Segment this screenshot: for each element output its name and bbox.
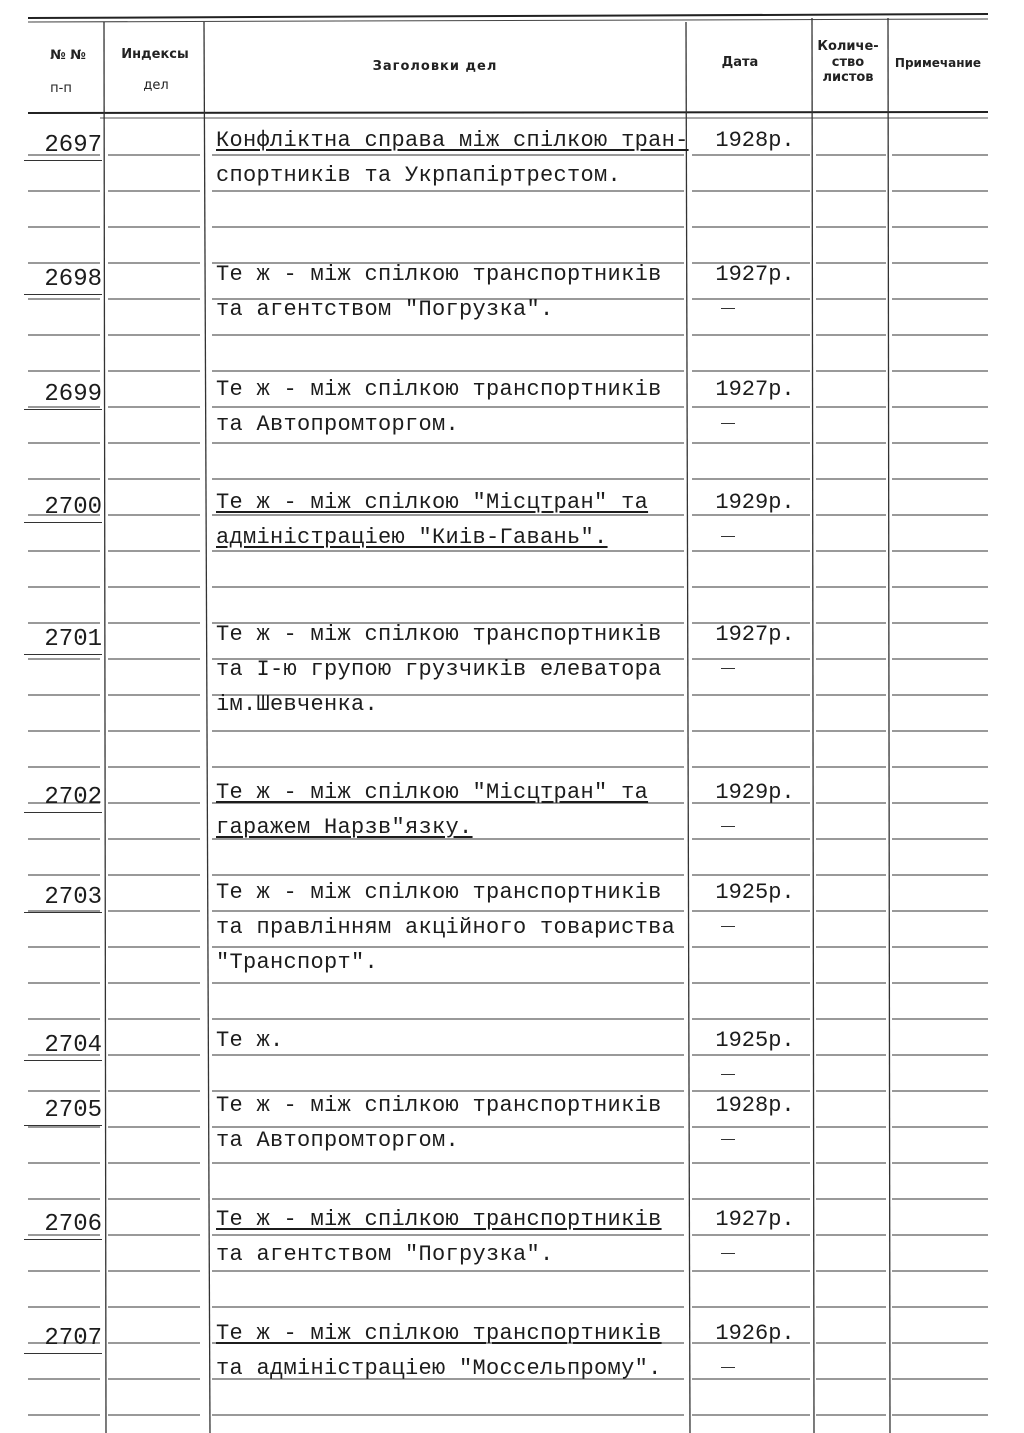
entry-title-line: Те ж - мiж спiлкою транспортникiв	[216, 1207, 662, 1232]
entry-number: 2706	[24, 1211, 102, 1240]
header-index-bottom: дел	[143, 78, 169, 93]
entry-number: 2707	[24, 1325, 102, 1354]
entry-date: 1928р.	[715, 1093, 795, 1118]
entry-title-line: та правлiнням акцiйного товариства	[216, 915, 676, 940]
entry-number: 2702	[24, 784, 102, 813]
date-dash-mark	[721, 826, 735, 827]
entry-number: 2701	[24, 626, 102, 655]
entry-number: 2697	[24, 132, 102, 161]
entry-number: 2698	[24, 266, 102, 295]
entry-title-line: Те ж - мiж спiлкою транспортникiв	[216, 880, 662, 905]
entry-title-line: та агентством "Погрузка".	[216, 297, 554, 322]
entry-title-line: "Транспорт".	[216, 950, 379, 975]
date-dash-mark	[721, 423, 735, 424]
entry-title-line: та Автопромторгом.	[216, 412, 460, 437]
entry-date: 1927р.	[715, 1207, 795, 1232]
entry-number: 2700	[24, 494, 102, 523]
entry-date: 1928р.	[715, 128, 795, 153]
entry-title-line: та адмiнiстрацiею "Моссельпрому".	[216, 1356, 662, 1381]
header-sheets-1: Количе-	[817, 39, 879, 54]
header-num-bottom: п-п	[50, 81, 72, 96]
date-dash-mark	[721, 1074, 735, 1075]
entry-title-line: Те ж - мiж спiлкою "Мiсцтран" та	[216, 780, 649, 805]
header-index-top: Индексы	[121, 47, 189, 62]
entry-number: 2703	[24, 884, 102, 913]
entry-title-line: гаражем Нарзв"язку.	[216, 815, 473, 840]
entry-title-line: та агентством "Погрузка".	[216, 1242, 554, 1267]
date-dash-mark	[721, 536, 735, 537]
entry-title-line: Те ж - мiж спiлкою транспортникiв	[216, 622, 662, 647]
entry-date: 1929р.	[715, 490, 795, 515]
header-num-top: № №	[50, 48, 86, 63]
date-dash-mark	[721, 1367, 735, 1368]
entry-title-line: та I-ю групою грузчикiв елеватора	[216, 657, 662, 682]
entry-number: 2704	[24, 1032, 102, 1061]
entry-title-line: Те ж.	[216, 1028, 284, 1053]
date-dash-mark	[721, 308, 735, 309]
date-dash-mark	[721, 1253, 735, 1254]
date-dash-mark	[721, 668, 735, 669]
entry-title-line: адмiнiстрацiею "Киiв-Гавань".	[216, 525, 608, 550]
entry-title-line: Те ж - мiж спiлкою транспортникiв	[216, 262, 662, 287]
entry-date: 1927р.	[715, 377, 795, 402]
header-title: Заголовки дел	[372, 59, 498, 74]
date-dash-mark	[721, 1139, 735, 1140]
entry-title-line: та Автопромторгом.	[216, 1128, 460, 1153]
entry-date: 1926р.	[715, 1321, 795, 1346]
entry-date: 1925р.	[715, 1028, 795, 1053]
header-date: Дата	[721, 55, 759, 70]
entry-date: 1925р.	[715, 880, 795, 905]
entry-title-line: iм.Шевченка.	[216, 692, 379, 717]
header-sheets-2: ство	[831, 55, 865, 70]
entry-number: 2705	[24, 1097, 102, 1126]
entry-date: 1929р.	[715, 780, 795, 805]
header-sheets-3: листов	[822, 70, 874, 85]
entry-title-line: Те ж - мiж спiлкою транспортникiв	[216, 1093, 662, 1118]
date-dash-mark	[721, 926, 735, 927]
entry-title-line: Те ж - мiж спiлкою "Мiсцтран" та	[216, 490, 649, 515]
header-notes: Примечание	[894, 56, 982, 70]
entry-number: 2699	[24, 381, 102, 410]
entry-title-line: Те ж - мiж спiлкою транспортникiв	[216, 377, 662, 402]
entry-date: 1927р.	[715, 262, 795, 287]
entry-title-line: спортникiв та Укрпапiртрестом.	[216, 163, 622, 188]
entry-date: 1927р.	[715, 622, 795, 647]
entry-title-line: Конфлiктна справа мiж спiлкою тран-	[216, 128, 689, 153]
entry-title-line: Те ж - мiж спiлкою транспортникiв	[216, 1321, 662, 1346]
